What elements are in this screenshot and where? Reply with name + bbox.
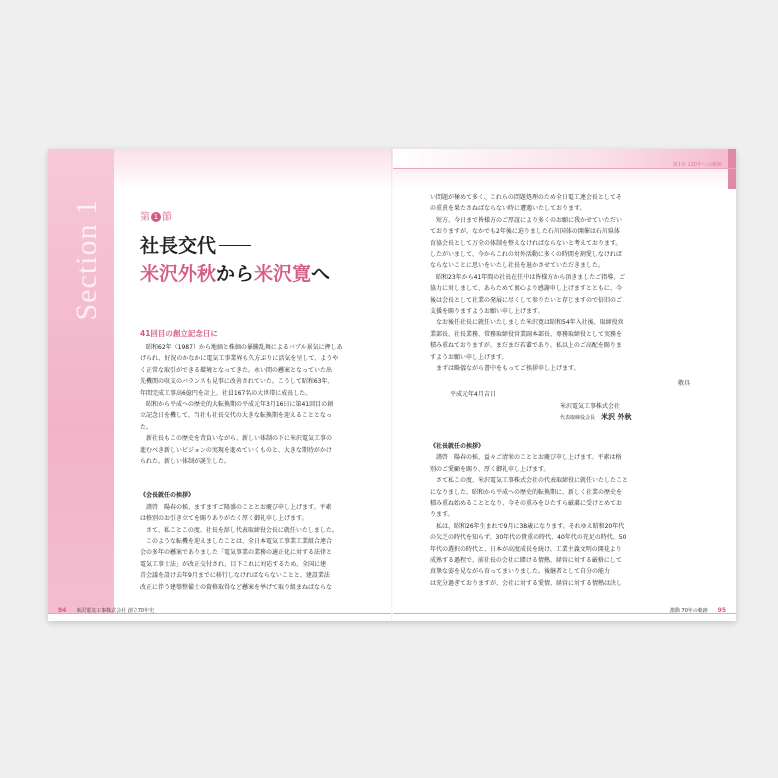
text-line: 真摯な姿を見ながら育ってまいりました。後継者として自分の能力 [430, 568, 611, 576]
section-vertical-label: Section 1 [70, 199, 103, 321]
text-line: ならないことに思いをいたし社長を退かさせていただきました。 [430, 262, 605, 270]
text-line: 成熟する過程で、前社長の会社に賭ける情熱、経営に対する厳格にして [430, 557, 622, 565]
page-number-left: 94 [58, 607, 67, 614]
text-line: 《社長就任の挨拶》 [430, 443, 485, 450]
text-line: は格別のお引き立てを賜りありがたく厚く御礼申し上げます。 [140, 515, 308, 523]
text-line: 進むべき新しいビジョンの実現を進めていくものと、大きな期待がかけ [140, 446, 332, 454]
footer-title-left: 米沢電気工事株式会社 創立70年史 [76, 608, 155, 614]
right-body-text-top [430, 192, 690, 378]
text-line: 短方、今日まで皆様方のご厚誼により多くのお願に我かせていただい [430, 216, 623, 224]
title-dash [219, 245, 251, 246]
signer [430, 412, 690, 424]
signer-title: 代表取締役会長 [560, 415, 596, 422]
book-spread [48, 149, 736, 621]
text-line: は充分過ぎておりますが、会社に対する愛情、経営に対する情熱は決し [430, 579, 623, 587]
text-line: すようお願い申し上げます。 [430, 353, 508, 361]
text-line: になりました。昭和から平成への歴史的転換期に、新しく社業の歴史を [430, 488, 623, 496]
running-head: 第1章 120年への軌跡 [672, 162, 722, 168]
title-name-1: 米沢外秋 [140, 263, 217, 285]
text-line: た。 [140, 423, 153, 431]
text-line: く正常な取引ができる環境となってきた。永い間の懸案となっていた出 [140, 366, 333, 374]
text-line [140, 479, 372, 490]
text-line: 立記念日を機して、当社も社長交代の大きな転換期を迎えることとなっ [140, 412, 332, 420]
chapter-tab [728, 149, 736, 189]
text-line: 年間完成工事高6億円を計上、社員167名の大世帯に成長した。 [140, 389, 312, 397]
left-body-text [140, 342, 372, 594]
chapter-title-line1 [140, 231, 251, 258]
right-body-text-bottom [430, 441, 690, 593]
text-line: 改正に伴う建築整備士の資格取得など懸案を挙げて取り組まねばならな [140, 583, 333, 591]
text-line: 協力に対しまして、あらためて衷心より感謝申し上げますとともに、今 [430, 285, 622, 293]
text-line: 後は会長として社業の発展に尽くして参りたいと存じますので倍旧のご [430, 296, 623, 304]
text-line: まずは略儀ながら書中をもってご挨拶申し上げます。 [430, 365, 580, 373]
title-name-2: 米沢寛 [254, 263, 312, 285]
section-prefix: 第 [140, 212, 150, 223]
section-label [140, 208, 172, 223]
text-line: 支援を賜りますようお願い申し上げます。 [430, 308, 544, 316]
text-line: さて私この度、米沢電気工事株式会社の代表取締役に就任いたしたこと [430, 477, 629, 485]
letter-signoff [430, 378, 690, 428]
text-line: 私は、昭和26年生まれで9月に38歳になります。それゆえ昭和20年代 [430, 522, 625, 530]
text-line: 育協会長として万全の体制を整えなければならないと考えております。 [430, 239, 622, 247]
text-line: 電気工事士法」が改正交付され、目下これに対応するため、全国に建 [140, 560, 327, 568]
text-line: さて、私ことこの度、社長を辞し代表取締役会長に就任いたしました。 [140, 526, 338, 534]
closing-word: 敬具 [677, 380, 690, 387]
text-line: ります。 [430, 511, 454, 519]
text-line: ておりますが、なかでも2年後に迫りました石川国体の開催は石川県体 [430, 228, 620, 236]
text-line: 謹啓 陽春の候、益々ご清栄のこととお慶び申し上げます。平素は格 [430, 454, 622, 462]
book-gutter [391, 149, 393, 621]
text-line: なお後任社長に就任いたしました米沢寛は昭和54年入社後、取締役営 [430, 319, 624, 327]
text-line: 会の多年の懸案でありました「電気事業の業務の適正化に対する法律と [140, 549, 333, 557]
text-line: 新社長もこの歴史を背負いながら、新しい体制の下に米沢電気工事の [140, 435, 333, 443]
text-line: げられ、好況のかなかに電気工事業界も久方ぶりに活気を呈して、ようや [140, 355, 339, 363]
text-line: 年代の選択の時代と、日本が高度成長を続け、工業主義文明の開花より [430, 545, 622, 553]
section-suffix: 節 [162, 212, 172, 223]
text-line: 先機関の収支のバランスも見事に改善されていた。こうして昭和63年、 [140, 378, 334, 386]
text-line: られた。新しい体制が誕生した。 [140, 458, 231, 466]
text-line: 昭和62年（1987）から地価と株価の暴騰乱舞によるバブル景気に押しあ [140, 344, 343, 351]
text-line: い問題が極めて多く、これらの問題処理のため全日電工連会長としてそ [430, 194, 622, 201]
header-rule [393, 168, 736, 169]
footer-left [58, 607, 154, 614]
text-line: 《会長就任の挨拶》 [140, 492, 195, 500]
footer-title-right: 激動 70年の軌跡 [669, 608, 708, 614]
text-line: したがいまして、今からこれの対外活動に多くの時間を割愛しなければ [430, 251, 622, 259]
chapter-title-line2 [140, 259, 330, 286]
text-line: の重責を果たさねばならない時に遭遇いたしております。 [430, 205, 586, 213]
title-text: 社長交代 [140, 235, 217, 257]
subheading: 41回目の創立記念日に [140, 329, 218, 338]
text-line: 青会議を設け去年9月までに移行しなければならないことと、建設業法 [140, 572, 330, 580]
text-line: 積み重ね始めることとなり、今その重みをひたすら厳粛に受けとめてお [430, 500, 623, 508]
footer-right [670, 607, 726, 614]
page-number-right: 95 [717, 607, 726, 614]
letter-date: 平成元年4月吉日 [450, 391, 496, 399]
title-particle-1: から [216, 263, 255, 285]
text-line [140, 467, 372, 478]
text-line: 積み重ねておりますが、まだまだ若輩であり、私以上のご高配を賜りま [430, 342, 622, 350]
signer-name: 米沢 外秋 [601, 413, 632, 422]
text-line: このような転機を迎えましたことは、全日本電気工事業工業組合連合 [140, 537, 333, 545]
company-name: 米沢電気工事株式会社 [560, 402, 621, 410]
text-line: 昭和23年から41年間の社長在任中は皆様方から頂きましたご指導、ご [430, 273, 626, 281]
text-line: の欠乏の時代を知らず、30年代の貴重の時代、40年代の充足の時代、50 [430, 534, 627, 542]
text-line: 業部長、社長業務、常務取締役営業副本部長、専務取締役として実務を [430, 330, 623, 338]
text-line: 昭和から平成への歴史的大転換期の平成元年3月16日に第41回目の創 [140, 401, 334, 409]
title-particle-2: へ [311, 263, 331, 285]
section-number-badge: 1 [151, 212, 161, 222]
text-line: 謹啓 陽春の候、ますますご隆盛のこととお慶び申し上げます。平素 [140, 503, 332, 511]
text-line: 別のご愛顧を賜り、厚く御礼申し上げます。 [430, 465, 550, 473]
